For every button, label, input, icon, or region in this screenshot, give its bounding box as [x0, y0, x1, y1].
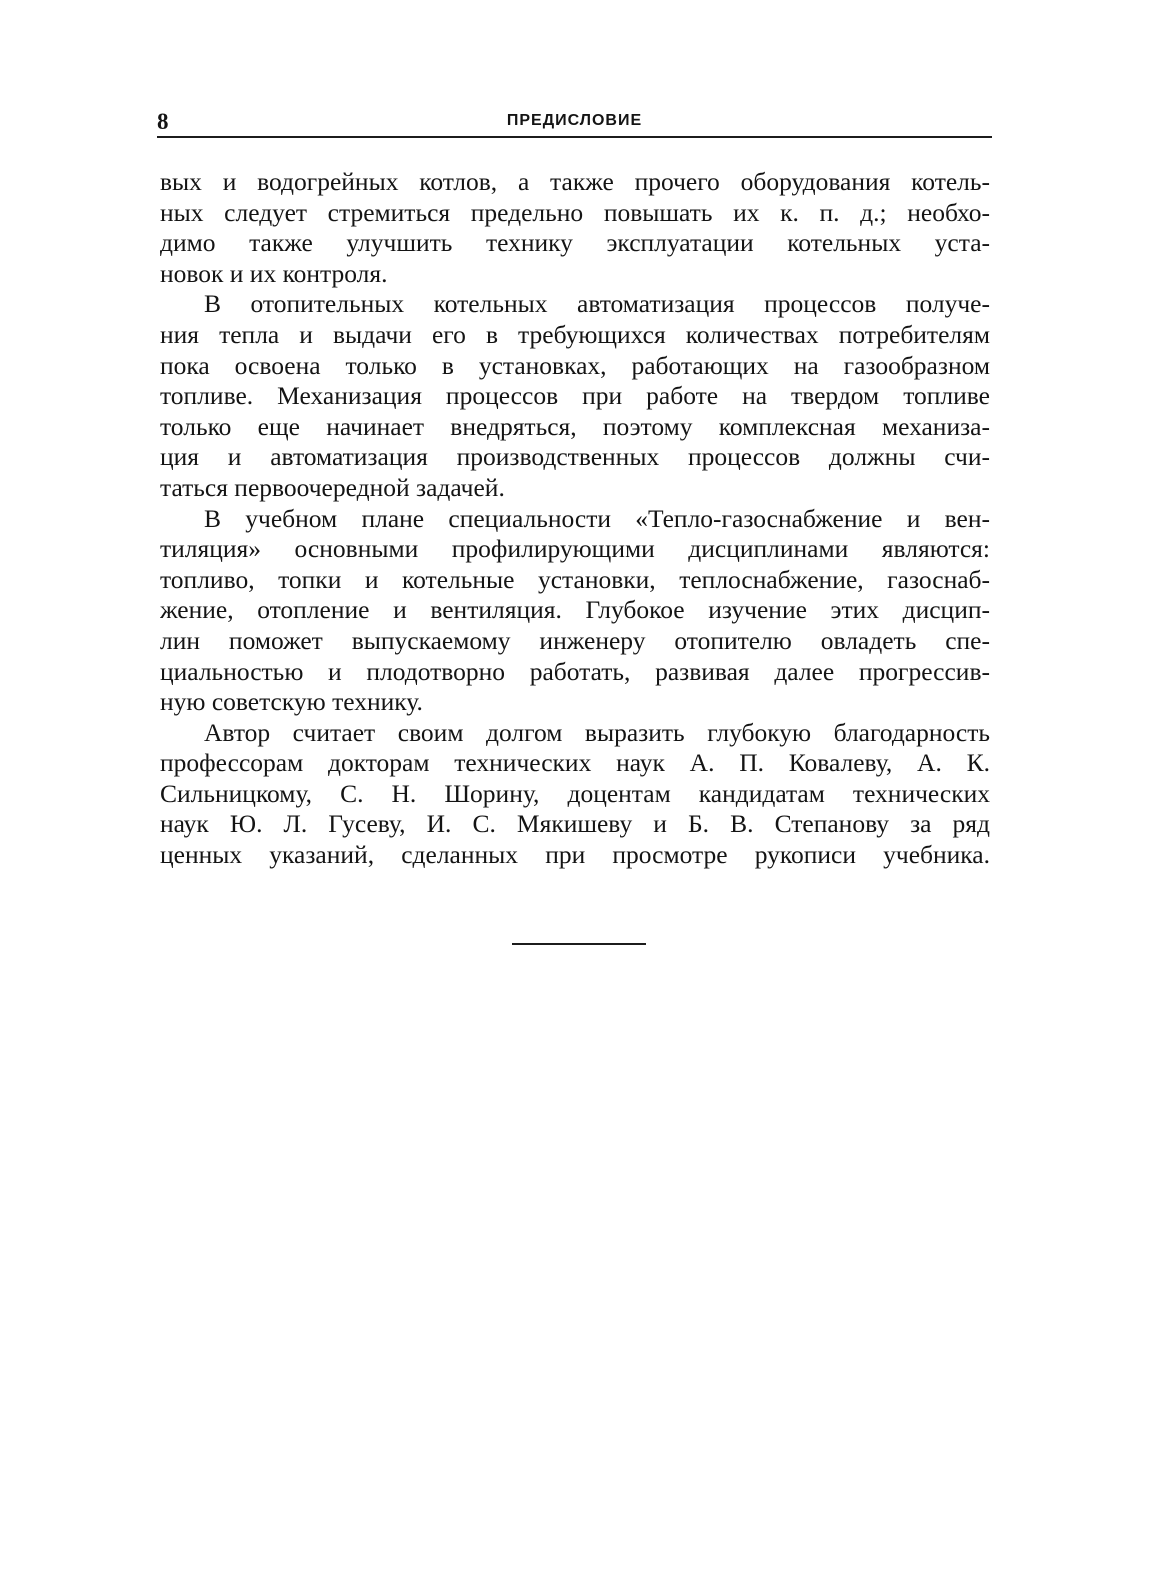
text-line: В отопительных котельных автоматизация процессов получе-: [204, 289, 990, 319]
section-end-rule: [512, 943, 646, 945]
text-line: Автор считает своим долгом выразить глубокую благодарность: [204, 717, 990, 747]
text-line: ценных указаний, сделанных при просмотре рукописи учебника.: [160, 840, 990, 870]
text-line: пока освоена только в установках, работающих на газообразном: [160, 350, 990, 380]
text-line: тиляция» основными профилирующими дисциплинами являются:: [160, 534, 990, 564]
header-rule: [157, 136, 992, 138]
text-line: только еще начинает внедряться, поэтому комплексная механиза-: [160, 411, 990, 441]
text-line: профессорам докторам технических наук А. П. Ковалеву, А. К.: [160, 748, 990, 778]
text-line: димо также улучшить технику эксплуатации котельных уста-: [160, 228, 990, 258]
text-line: топливо, топки и котельные установки, теплоснабжение, газоснаб-: [160, 564, 990, 594]
text-line: новок и их контроля.: [160, 258, 388, 288]
running-head: [157, 104, 992, 134]
page-number: 8: [157, 109, 169, 134]
text-line: жение, отопление и вентиляция. Глубокое изучение этих дисцип-: [160, 595, 990, 625]
text-line: циальностью и плодотворно работать, развивая далее прогрессив-: [160, 656, 990, 686]
text-line: ных следует стремиться предельно повышать их к. п. д.; необхо-: [160, 197, 990, 227]
running-title: ПРЕДИСЛОВИЕ: [506, 112, 643, 129]
text-line: топливе. Механизация процессов при работе на твердом топливе: [160, 381, 990, 411]
text-line: ция и автоматизация производственных процессов должны счи-: [160, 442, 990, 472]
paragraph-curriculum: [160, 504, 990, 718]
paragraph-acknowledgements: [160, 718, 990, 871]
text-line: вых и водогрейных котлов, а также прочего оборудования котель-: [160, 167, 990, 196]
text-line: таться первоочередной задачей.: [160, 472, 505, 502]
paragraph-automation: [160, 289, 990, 503]
text-line: лин поможет выпускаемому инженеру отопителю овладеть спе-: [160, 625, 990, 655]
text-line: Сильницкому, С. Н. Шорину, доцентам кандидатам технических: [160, 778, 990, 808]
text-line: В учебном плане специальности «Тепло-газоснабжение и вен-: [204, 503, 990, 533]
text-line: ния тепла и выдачи его в требующихся количествах потребителям: [160, 319, 990, 349]
paragraph-continuation: [160, 167, 990, 289]
text-line: ную советскую технику.: [160, 687, 423, 717]
body-text: [160, 167, 990, 871]
text-line: наук Ю. Л. Гусеву, И. С. Мякишеву и Б. В. Степанову за ряд: [160, 809, 990, 839]
